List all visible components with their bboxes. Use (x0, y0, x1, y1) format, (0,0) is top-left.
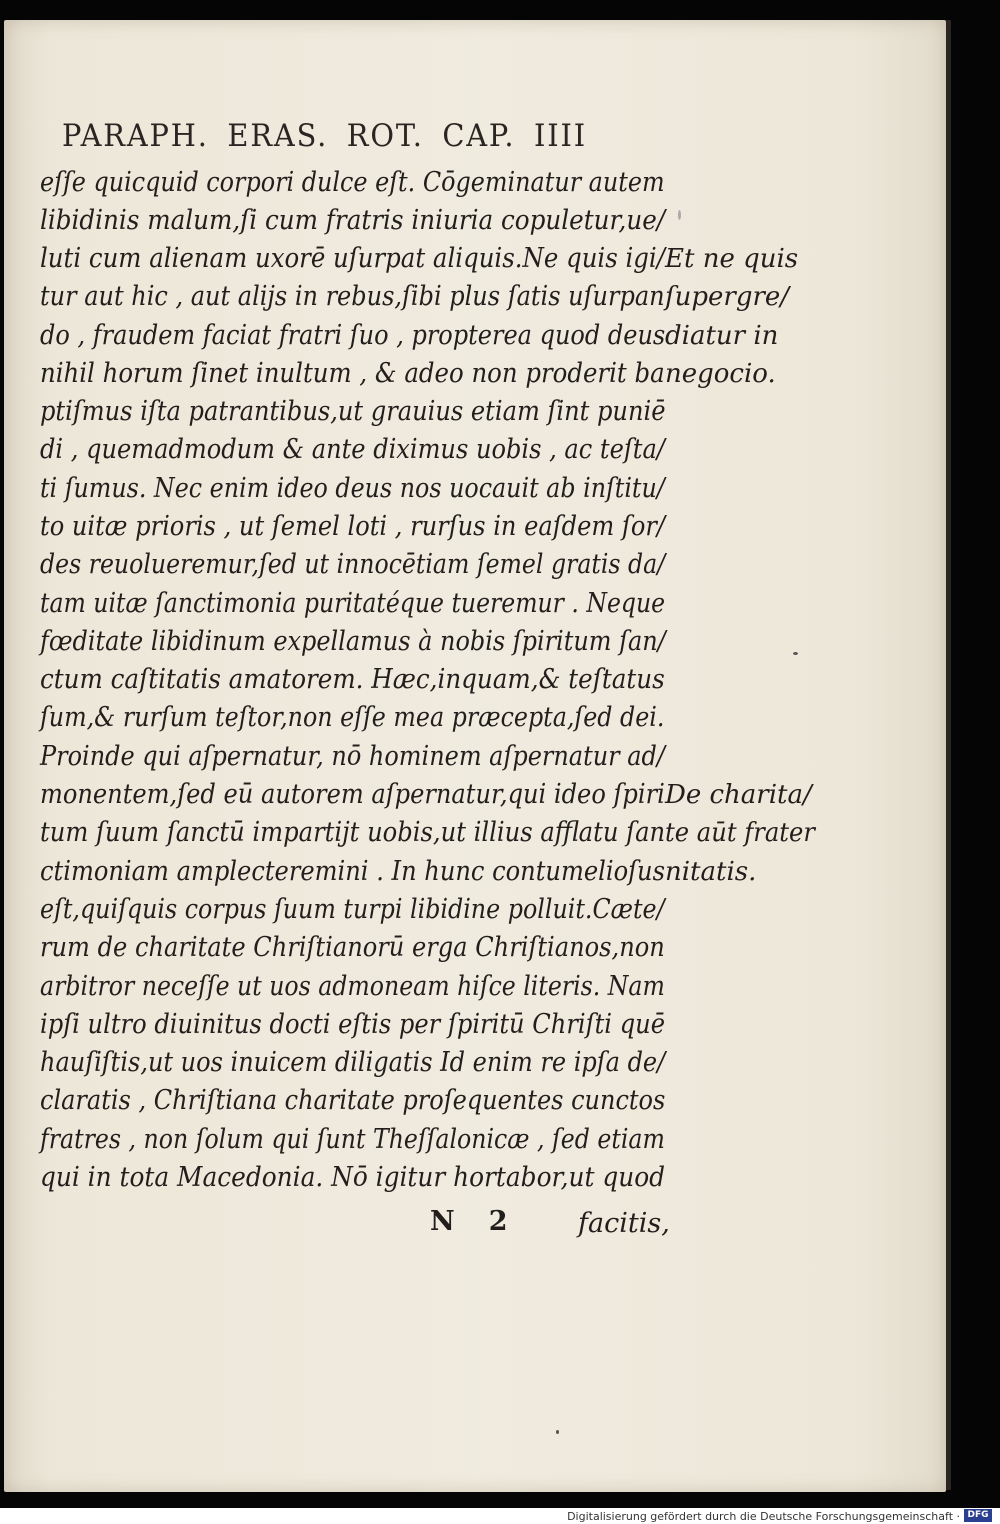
footer-credit: Digitalisierung gefördert durch die Deutsche Forschungsgemeinschaft · (567, 1510, 960, 1523)
margin-note-line: ſupergre/ (665, 282, 790, 312)
body-line: ſum,& rurſum teſtor,non eſſe mea præcepta,ſed dei. (40, 702, 665, 733)
body-line: ipſi ultro diuinitus docti eſtis per ſpiritū Chriſti quē (40, 1009, 666, 1040)
body-line: des reuolueremur,ſed ut innocētiam ſemel gratis da/ (40, 549, 666, 580)
signature-mark (430, 1206, 541, 1237)
running-head-word: ERAS. (227, 118, 329, 154)
body-line: fœditate libidinum expellamus à nobis ſpiritum ſan/ (40, 626, 666, 657)
body-line: fratres , non ſolum qui ſunt Theſſalonicæ , ſed etiam (40, 1124, 665, 1155)
signature-letter: N (430, 1206, 455, 1237)
paper-speck (556, 1430, 559, 1434)
page-edge (946, 20, 951, 1490)
body-line: libidinis malum,ſi cum fratris iniuria copuletur,ue/ (40, 205, 666, 236)
body-line: monentem,ſed eū autorem aſpernatur,qui ideo ſpiri (40, 779, 665, 810)
dfg-logo: DFG (964, 1509, 992, 1522)
body-line: eſſe quicquid corpori dulce eſt. Cōgeminatur autem (40, 167, 665, 198)
running-head-word: CAP. (442, 118, 516, 154)
body-line: tur aut hic , aut aliјs in rebus,ſibi plus ſatis uſurpan (40, 281, 665, 312)
running-head-word: PARAPH. (62, 118, 209, 154)
running-head-word: ROT. (346, 118, 424, 154)
margin-note-line: De charita/ (665, 780, 812, 810)
margin-note-line: te aūt frater (665, 818, 815, 848)
running-head-word: IIII (533, 118, 587, 154)
body-line: tam uitæ ſanctimonia puritatéque tueremur . Neque (40, 588, 666, 619)
body-line: di , quemadmodum & ante diximus uobis , ac teſta/ (40, 434, 665, 465)
paper-speck (793, 652, 798, 655)
paper-speck (678, 210, 681, 220)
margin-note-line: diatur in (665, 321, 779, 351)
body-line: eſt,quiſquis corpus ſuum turpi libidine polluit.Cæte/ (40, 894, 665, 925)
margin-note-line: nitatis. (665, 857, 757, 887)
catchword: facitis, (578, 1208, 670, 1239)
running-head (62, 118, 606, 154)
body-line: rum de charitate Chriſtianorū erga Chriſtianos,non (40, 932, 665, 963)
body-line: ctimoniam amplecteremini . In hunc contumelioſus (40, 856, 665, 887)
body-line: tum ſuum ſanctū impartiјt uobis,ut illius afflatu ſan (40, 817, 666, 848)
body-line: luti cum alienam uxorē uſurpat aliquis.Ne quis igi/ (40, 243, 665, 274)
margin-note-line: Et ne quis (665, 244, 799, 274)
body-line: hauſiſtis,ut uos inuicem diligatis Id enim re ipſa de/ (40, 1047, 666, 1078)
body-line: qui in tota Macedonia. Nō igitur hortabor,ut quod (40, 1162, 666, 1193)
body-line: to uitæ prioris , ut ſemel loti , rurſus in eaſdem ſor/ (40, 511, 665, 542)
margin-note-line: negocio. (665, 359, 776, 389)
body-line: do , fraudem faciat fratri ſuo , propterea quod deus (40, 320, 666, 351)
body-line: ctum caſtitatis amatorem. Hæc,inquam,& teſtatus (40, 664, 665, 695)
body-line: Proinde qui aſpernatur, nō hominem aſpernatur ad/ (40, 741, 665, 772)
body-line: arbitror neceſſe ut uos admoneam hiſce literis. Nam (40, 971, 665, 1002)
body-line: claratis , Chriſtiana charitate proſequentes cunctos (40, 1085, 666, 1116)
digitization-footer (0, 1508, 1000, 1524)
body-line: ptiſmus iſta patrantibus,ut grauius etiam ſint puniē (40, 396, 666, 427)
body-line: ti ſumus. Nec enim ideo deus nos uocauit ab inſtitu/ (40, 473, 665, 504)
signature-number: 2 (488, 1206, 508, 1237)
body-line: nihil horum ſinet inultum , & adeo non proderit ba (40, 358, 665, 389)
